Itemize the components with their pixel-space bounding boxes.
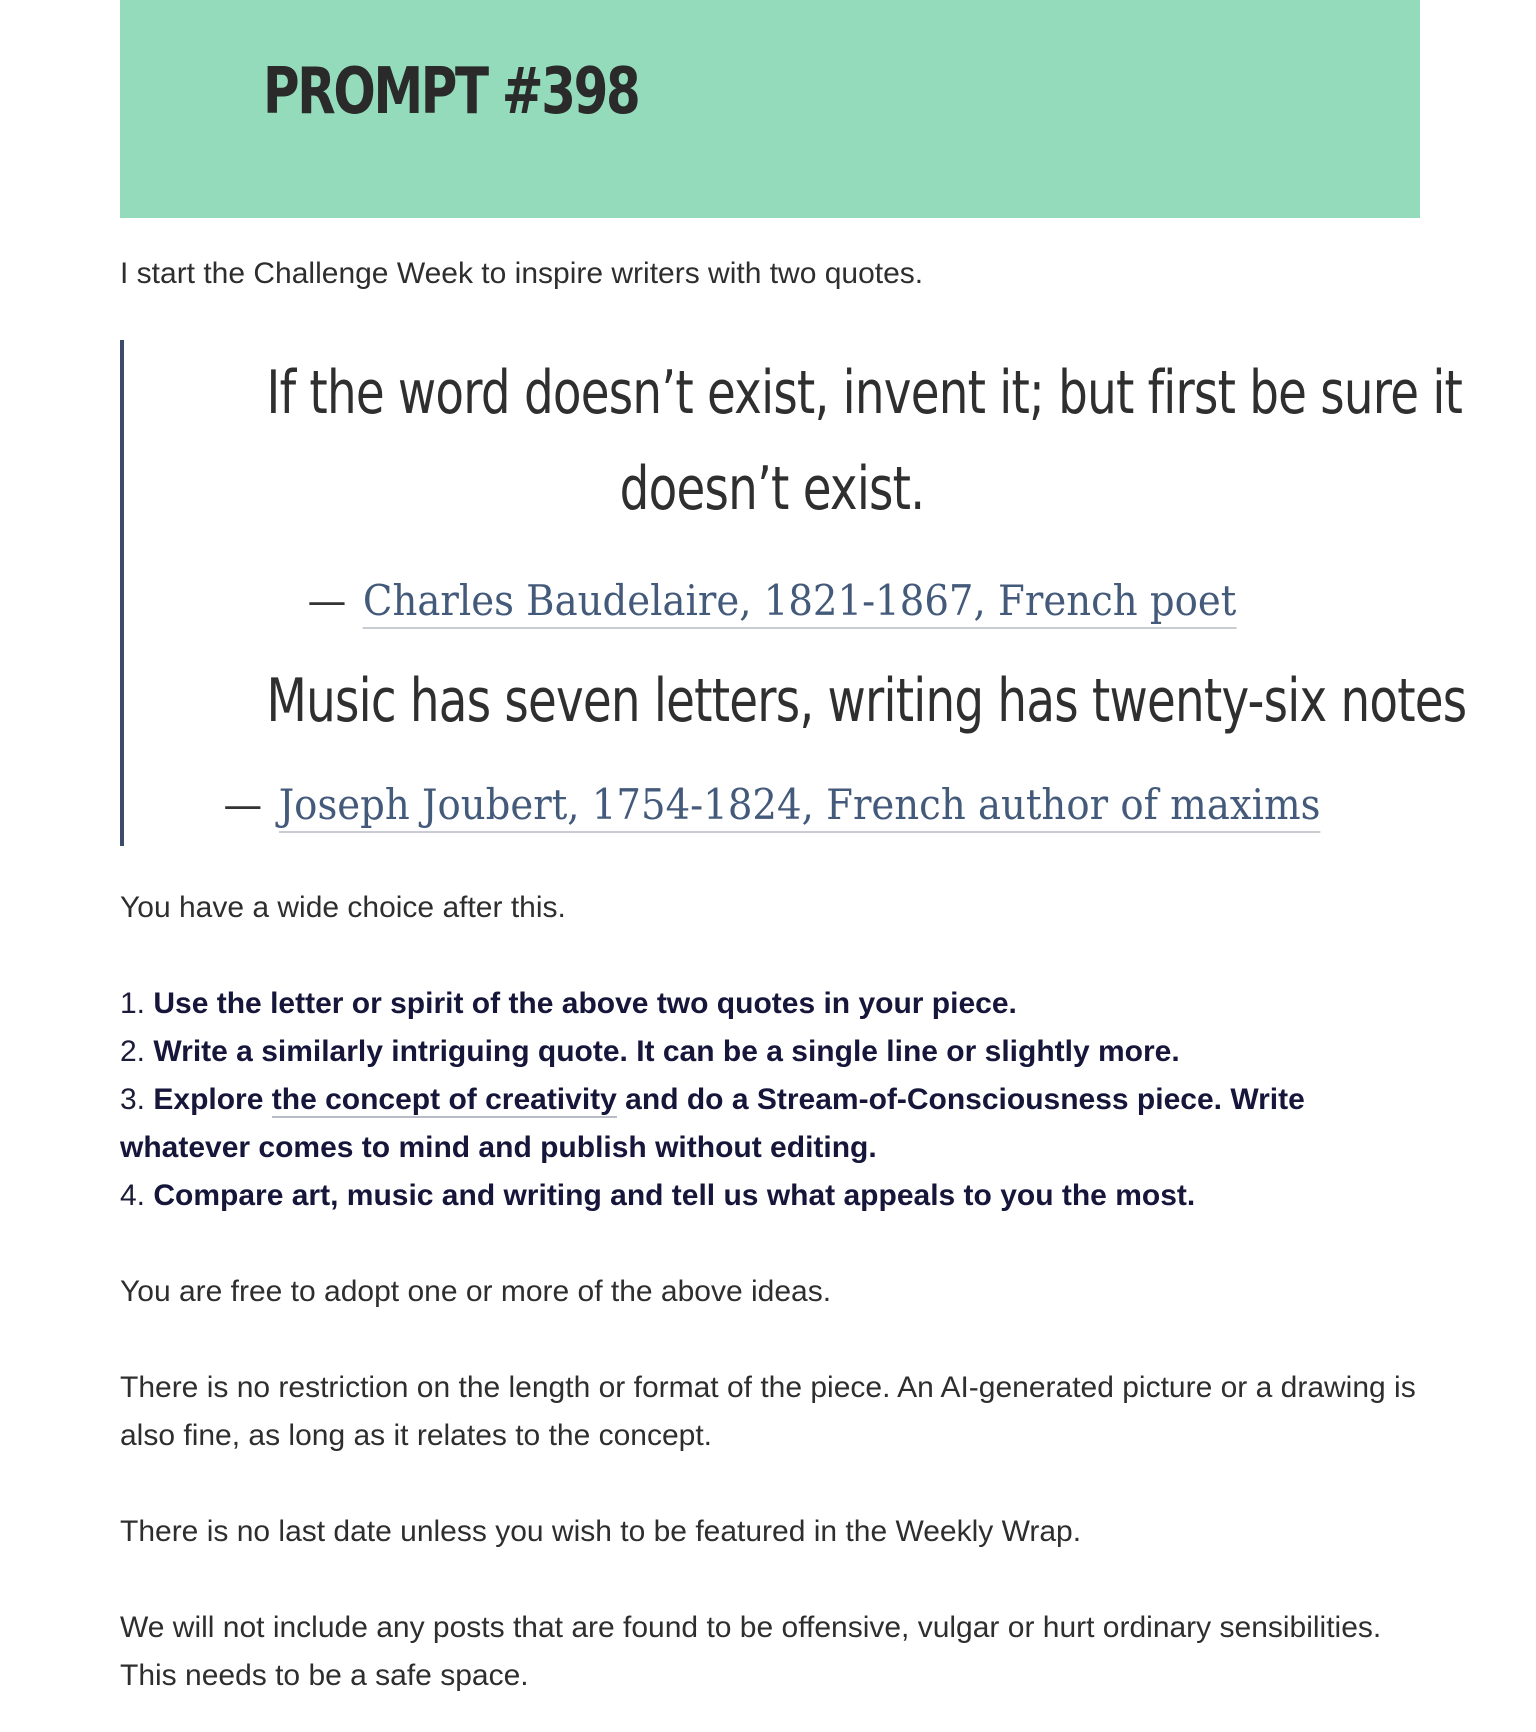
list-text-post: and do a Stream-of-Consciousness piece. Write whatever comes to mind and publish without editing.: [120, 1083, 1305, 1164]
header-banner: [120, 0, 1420, 218]
adopt-paragraph: You are free to adopt one or more of the above ideas.: [120, 1275, 832, 1308]
article-content: [120, 0, 1467, 1700]
quote-1-attribution: [176, 576, 1368, 625]
blockquote: [120, 340, 1467, 846]
attribution-dash: —: [223, 780, 263, 829]
list-number: 3.: [120, 1083, 146, 1116]
attribution-dash: —: [307, 576, 347, 625]
choice-intro-paragraph: You have a wide choice after this.: [120, 891, 566, 924]
quote-1-author-link[interactable]: Charles Baudelaire, 1821-1867, French poet: [363, 576, 1236, 629]
last-date-paragraph: There is no last date unless you wish to be featured in the Weekly Wrap.: [120, 1515, 1082, 1548]
creativity-concept-link[interactable]: the concept of creativity: [271, 1083, 617, 1116]
safe-space-paragraph: We will not include any posts that are found to be offensive, vulgar or hurt ordinary sensibilities. This needs to be a safe space.: [120, 1611, 1382, 1692]
list-number: 1.: [120, 987, 146, 1020]
list-text-pre: Explore: [153, 1083, 272, 1116]
quote-2-text: Music has seven letters, writing has twenty-six notes: [266, 666, 1467, 736]
list-number: 2.: [120, 1035, 146, 1068]
quote-1-line-1: If the word doesn’t exist, invent it; but first be sure it: [266, 358, 1463, 428]
options-list: [120, 980, 1420, 1220]
quote-1-text: [266, 345, 1463, 537]
list-text: Use the letter or spirit of the above two quotes in your piece.: [153, 987, 1017, 1020]
page-title: PROMPT #398: [263, 55, 639, 129]
list-item: [120, 1172, 1420, 1220]
quote-2-attribution: [176, 780, 1368, 829]
list-text: Write a similarly intriguing quote. It can be a single line or slightly more.: [153, 1035, 1180, 1068]
list-item: [120, 1076, 1420, 1172]
list-text: Compare art, music and writing and tell us what appeals to you the most.: [153, 1179, 1196, 1212]
list-item: [120, 1028, 1420, 1076]
list-number: 4.: [120, 1179, 146, 1212]
restriction-paragraph: There is no restriction on the length or format of the piece. An AI-generated picture or a drawing is also fine, as long as it relates to the concept.: [120, 1371, 1416, 1452]
intro-paragraph: I start the Challenge Week to inspire writers with two quotes.: [120, 257, 924, 290]
list-item: [120, 980, 1420, 1028]
quote-1-line-2: doesn’t exist.: [619, 454, 925, 524]
quote-2-author-link[interactable]: Joseph Joubert, 1754-1824, French author of maxims: [279, 780, 1321, 833]
